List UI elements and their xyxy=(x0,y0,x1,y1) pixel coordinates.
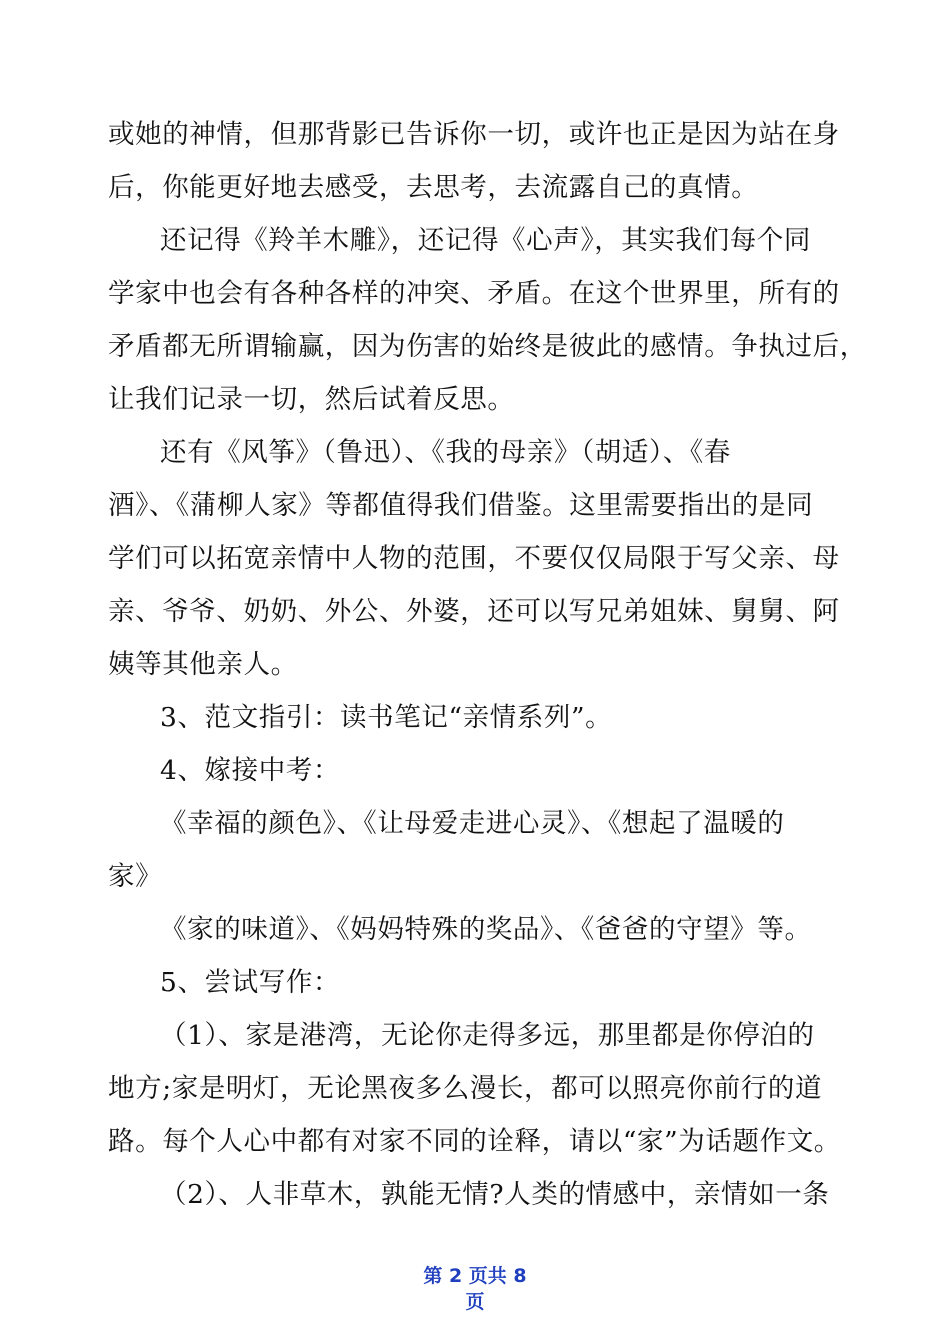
text-line-4: 学家中也会有各种各样的冲突、矛盾。在这个世界里，所有的 xyxy=(108,278,840,309)
text-line-7: 还有《风筝》（鲁迅）、《我的母亲》（胡适）、《春 xyxy=(160,437,731,468)
text-line-12: 3、范文指引：读书笔记“亲情系列”。 xyxy=(160,702,613,733)
text-line-13: 4、嫁接中考： xyxy=(160,755,341,786)
text-line-2: 后，你能更好地去感受，去思考，去流露自己的真情。 xyxy=(108,172,759,203)
text-line-17: 5、尝试写作： xyxy=(160,967,341,998)
text-line-20: 路。每个人心中都有对家不同的诠释，请以“家”为话题作文。 xyxy=(108,1126,841,1157)
text-line-9: 学们可以拓宽亲情中人物的范围，不要仅仅局限于写父亲、母 xyxy=(108,543,840,574)
text-line-6: 让我们记录一切，然后试着反思。 xyxy=(108,384,515,415)
text-line-11: 姨等其他亲人。 xyxy=(108,649,298,680)
text-line-8: 酒》、《蒲柳人家》等都值得我们借鉴。这里需要指出的是同 xyxy=(108,490,814,521)
text-line-5: 矛盾都无所谓输赢，因为伤害的始终是彼此的感情。争执过后， xyxy=(108,331,867,362)
text-line-10: 亲、爷爷、奶奶、外公、外婆，还可以写兄弟姐妹、舅舅、阿 xyxy=(108,596,840,627)
text-line-16: 《家的味道》、《妈妈特殊的奖品》、《爸爸的守望》等。 xyxy=(160,914,812,945)
page-footer-suffix: 页 xyxy=(465,1291,485,1313)
text-line-18: （1）、家是港湾，无论你走得多远，那里都是你停泊的 xyxy=(160,1020,815,1051)
page-footer-number: 第 2 页共 8 xyxy=(423,1265,527,1287)
text-line-21: （2）、人非草木，孰能无情?人类的情感中，亲情如一条 xyxy=(160,1179,830,1210)
text-line-19: 地方;家是明灯，无论黑夜多么漫长，都可以照亮你前行的道 xyxy=(108,1073,823,1104)
text-line-3: 还记得《羚羊木雕》，还记得《心声》，其实我们每个同 xyxy=(160,225,811,256)
text-line-15: 家》 xyxy=(108,861,163,892)
text-line-1: 或她的神情，但那背影已告诉你一切，或许也正是因为站在身 xyxy=(108,119,840,150)
text-line-14: 《幸福的颜色》、《让母爱走进心灵》、《想起了温暖的 xyxy=(160,808,785,839)
